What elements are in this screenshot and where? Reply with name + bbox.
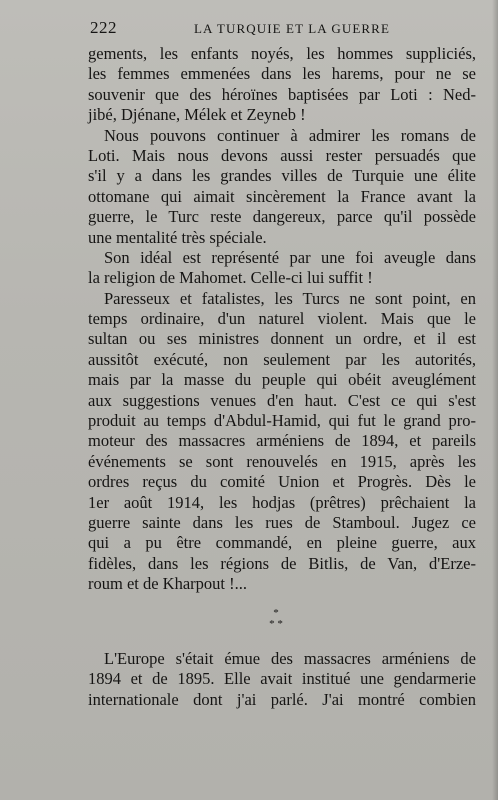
text-line: mais par la masse du peuple qui obéit aveuglément [88,370,476,390]
text-line: roum et de Kharpout !... [88,574,247,594]
page-number: 222 [90,18,117,37]
text-line: aux suggestions venues d'en haut. C'est ce qui s'est [88,390,476,410]
text-line: Son idéal est représenté par une foi aveugle dans [104,247,476,267]
page-edge-shadow [492,0,498,800]
text-line: 1894 et de 1895. Elle avait institué une gendarmerie [88,669,476,689]
text-line: fidèles, dans les régions de Bitlis, de Van, d'Erze- [88,553,476,573]
text-line: moteur des massacres arméniens de 1894, et pareils [88,431,476,451]
text-line: guerre, le Turc reste dangereux, parce qu'il possède [88,207,476,227]
text-line: guerre sainte dans les rues de Stamboul. Jugez ce [88,512,476,532]
text-line: temps ordinaire, d'un naturel violent. Mais que le [88,309,476,329]
text-line: L'Europe s'était émue des massacres arméniens de [104,649,476,668]
text-line: internationale dont j'ai parlé. J'ai montré combien [88,689,476,709]
text-line: 1er août 1914, les hodjas (prêtres) prêchaient la [88,492,476,512]
text-line: produit au temps d'Abdul-Hamid, qui fut le grand pro- [88,411,476,431]
text-line: événements se sont renouvelés en 1915, après les [88,451,476,471]
text-line: jibé, Djénane, Mélek et Zeyneb ! [88,105,306,125]
text-line: Loti. Mais nous devons aussi rester persuadés que [88,145,476,165]
text-line: les femmes emmenées dans les harems, pour ne se [88,64,476,84]
asterism-bottom: * * [269,618,283,630]
text-line: ordres reçus du comité Union et Progrès. Dès le [88,472,476,492]
asterism-top: * [273,607,279,619]
text-line: aussitôt exécuté, non seulement par les autorités, [88,349,476,369]
text-line: ottomane qui aimait sincèrement la France avant la [88,186,476,206]
page-header [90,18,475,40]
text-line: Paresseux et fatalistes, les Turcs ne sont point, en [104,288,476,308]
text-line: s'il y a dans les grandes villes de Turquie une élite [88,166,476,186]
section-break-asterism [260,608,292,634]
main-text [88,44,476,595]
text-line: la religion de Mahomet. Celle-ci lui suffit ! [88,268,373,288]
continued-text [88,649,476,710]
text-line: sultan ou ses ministres donnent un ordre, et il est [88,329,476,349]
text-line: Nous pouvons continuer à admirer les romans de [104,125,476,145]
text-line: gements, les enfants noyés, les hommes suppliciés, [88,44,476,63]
text-line: une mentalité très spéciale. [88,227,267,247]
text-line: qui a pu être commandé, en pleine guerre, aux [88,533,476,553]
running-title: LA TURQUIE ET LA GUERRE [194,21,390,36]
text-line: souvenir que des héroïnes baptisées par Loti : Ned- [88,84,476,104]
